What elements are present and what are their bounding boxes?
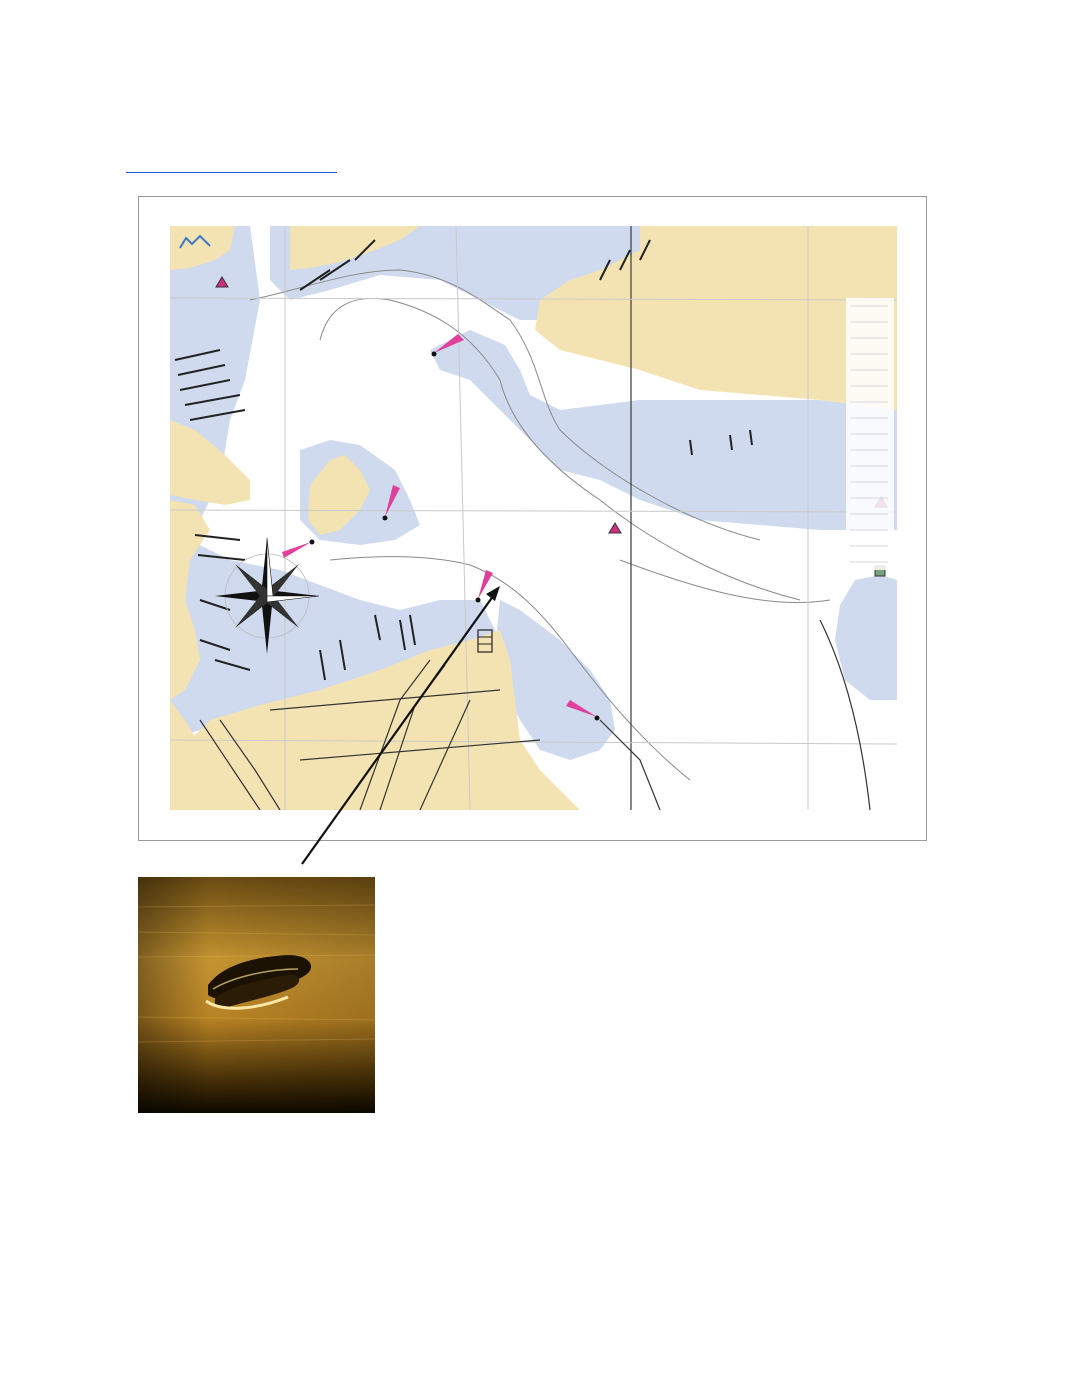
light-position-dot: [476, 598, 481, 603]
light-position-dot: [310, 540, 315, 545]
sonar-image: [138, 877, 375, 1113]
light-position-dot: [383, 516, 388, 521]
hyperlink-underline[interactable]: [126, 172, 337, 173]
light-position-dot: [595, 716, 600, 721]
light-position-dot: [432, 352, 437, 357]
nautical-chart: [170, 226, 897, 810]
